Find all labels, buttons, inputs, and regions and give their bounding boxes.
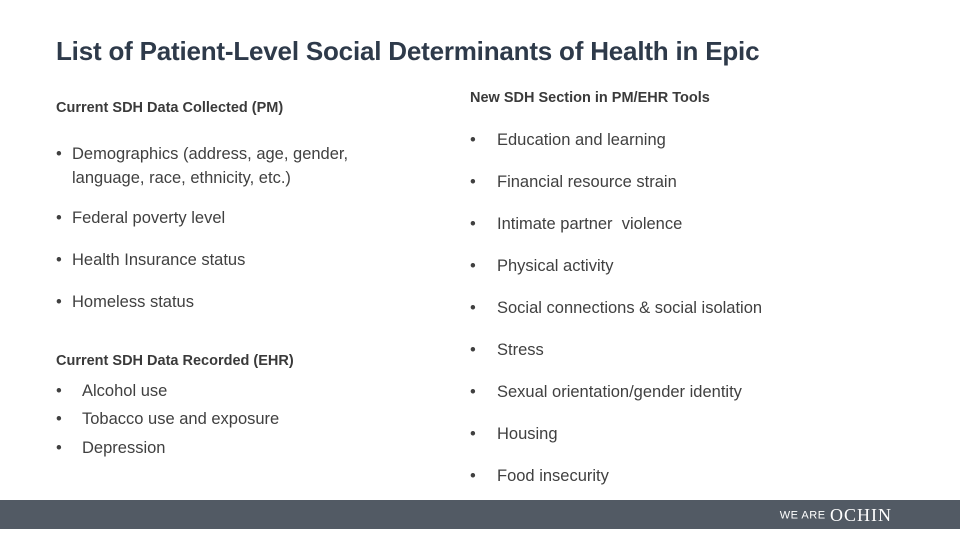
bullet-icon: •	[56, 293, 62, 311]
bullet-icon: •	[56, 209, 62, 227]
brand-prefix: WE ARE	[779, 509, 826, 522]
list-item: • Federal poverty level	[56, 206, 225, 230]
bullet-icon: •	[470, 425, 476, 443]
bullet-icon: •	[56, 439, 62, 457]
bullet-icon: •	[470, 383, 476, 401]
list-item: • Housing	[470, 422, 558, 446]
list-item: • Demographics (address, age, gender, language, race, ethnicity, etc.)	[56, 142, 396, 190]
section-heading-new: New SDH Section in PM/EHR Tools	[470, 90, 710, 106]
list-item: • Financial resource strain	[470, 170, 677, 194]
list-item: • Food insecurity	[470, 464, 609, 488]
bullet-icon: •	[470, 299, 476, 317]
brand-name: OCHIN	[830, 505, 892, 525]
footer-bar	[0, 500, 960, 529]
page-title: List of Patient-Level Social Determinants of Health in Epic	[56, 36, 760, 66]
bullet-icon: •	[56, 382, 62, 400]
list-item: • Homeless status	[56, 290, 194, 314]
bullet-icon: •	[470, 215, 476, 233]
list-item: • Stress	[470, 338, 544, 362]
bullet-icon: •	[56, 251, 62, 269]
list-item: • Education and learning	[470, 128, 666, 152]
list-item: • Depression	[56, 436, 165, 460]
list-item: • Sexual orientation/gender identity	[470, 380, 742, 404]
bullet-icon: •	[56, 410, 62, 428]
bullet-icon: •	[470, 467, 476, 485]
bullet-icon: •	[470, 131, 476, 149]
list-item: • Tobacco use and exposure	[56, 407, 279, 431]
list-item: • Intimate partner violence	[470, 212, 682, 236]
list-item: • Social connections & social isolation	[470, 296, 762, 320]
section-heading-ehr: Current SDH Data Recorded (EHR)	[56, 353, 294, 369]
ochin-logo	[780, 505, 892, 526]
list-item: • Alcohol use	[56, 379, 167, 403]
bullet-icon: •	[56, 145, 62, 163]
list-item: • Physical activity	[470, 254, 613, 278]
bullet-icon: •	[470, 173, 476, 191]
bullet-icon: •	[470, 257, 476, 275]
section-heading-pm: Current SDH Data Collected (PM)	[56, 100, 284, 116]
bullet-icon: •	[470, 341, 476, 359]
list-item: • Health Insurance status	[56, 248, 245, 272]
